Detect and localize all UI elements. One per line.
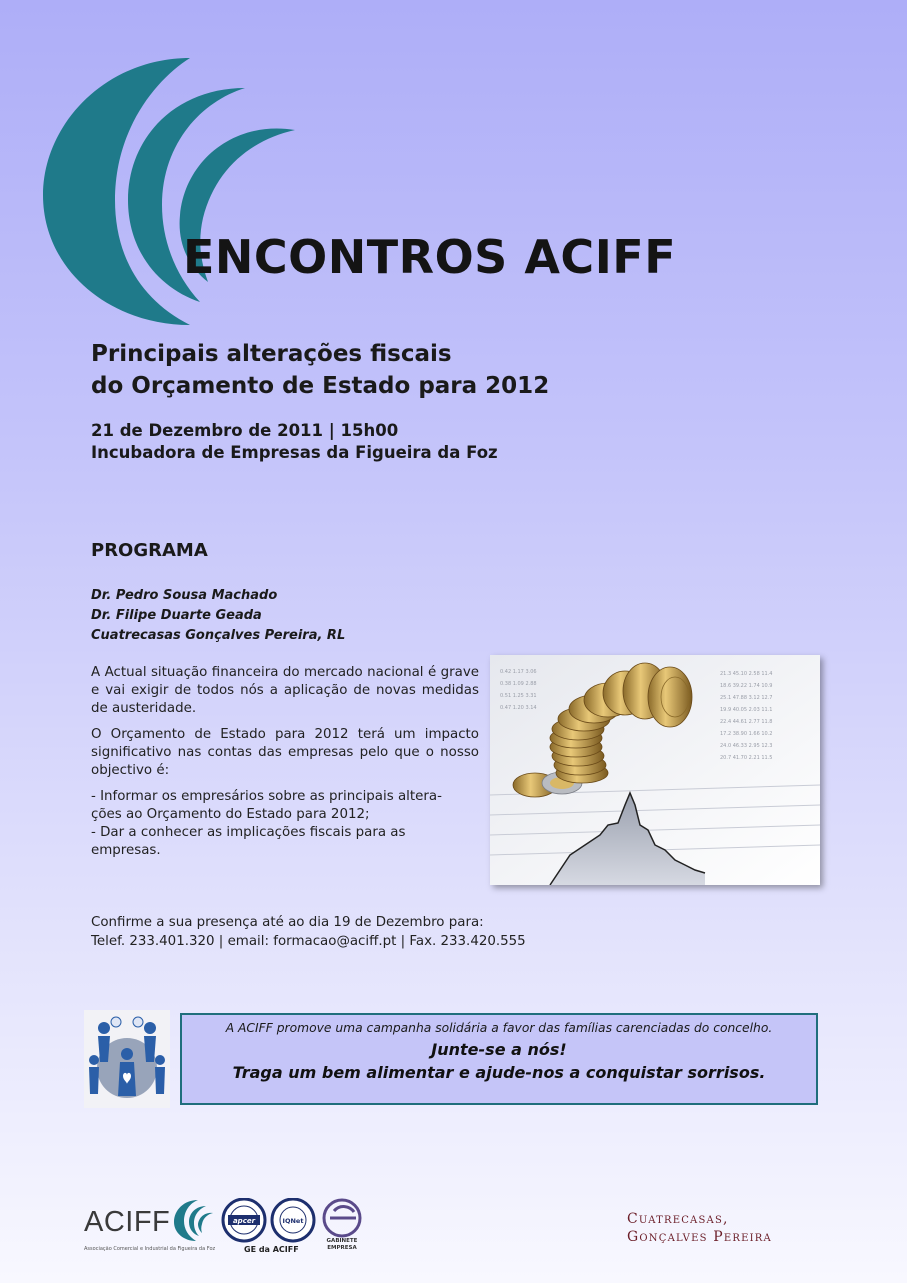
coins-chart-photo [490,655,820,885]
objectives-list [91,788,479,860]
rsvp-block [91,913,526,951]
paragraph-impact: O Orçamento de Estado para 2012 terá um impacto significativo nas contas das empresas pelo que o nosso objectivo é: [91,727,479,778]
charity-campaign-box [180,1013,818,1105]
paragraph-situation: A Actual situação financeira do mercado nacional é grave e vai exigir de todos nós a aplicação de novas medidas de austeridade. [91,665,479,716]
svg-text:24.0 46.33 2.95 12.3: 24.0 46.33 2.95 12.3 [720,743,773,749]
objective-line: empresas. [91,843,161,858]
certification-badges [220,1198,320,1258]
gabinete-label-line1: GABINETE [326,1238,358,1244]
charity-people-logo [84,1010,170,1108]
programa-heading: PROGRAMA [91,540,208,561]
objective-line: - Dar a conhecer as implicações fiscais para as [91,825,406,840]
event-title-line2: do Orçamento de Estado para 2012 [91,373,550,399]
aciff-swirl-mini-icon [172,1198,216,1242]
objective-line: - Informar os empresários sobre as principais altera- [91,789,442,804]
event-date-time: 21 de Dezembro de 2011 | 15h00 [91,421,399,440]
rsvp-deadline: Confirme a sua presença até ao dia 19 de Dezembro para: [91,915,484,930]
event-venue: Incubadora de Empresas da Figueira da Foz [91,443,498,462]
event-meta [91,420,498,464]
programa-body [91,664,479,860]
svg-text:apcer: apcer [232,1217,256,1225]
partner-logo [627,1210,772,1246]
aciff-swirl-logo [40,50,330,330]
svg-text:21.3 45.10 2.58 11.4: 21.3 45.10 2.58 11.4 [720,671,773,677]
gabinete-label [322,1238,362,1252]
event-title-line1: Principais alterações fiscais [91,341,452,367]
svg-text:0.42 1.17 3.06: 0.42 1.17 3.06 [500,669,537,675]
aciff-logo-text: ACIFF [84,1206,171,1238]
gabinete-empresa-logo [320,1198,366,1260]
gabinete-e-icon [320,1198,366,1238]
ge-label: GE da ACIFF [244,1245,299,1254]
svg-text:25.1 47.88 3.12 12.7: 25.1 47.88 3.12 12.7 [720,695,773,701]
svg-text:0.51 1.25 3.31: 0.51 1.25 3.31 [500,693,537,699]
aciff-logo [84,1196,224,1256]
svg-text:0.47 1.20 3.14: 0.47 1.20 3.14 [500,705,537,711]
svg-text:20.7 41.70 2.21 11.5: 20.7 41.70 2.21 11.5 [720,755,773,761]
speaker-item: Cuatrecasas Gonçalves Pereira, RL [91,628,346,643]
svg-text:22.4 44.61 2.77 11.8: 22.4 44.61 2.77 11.8 [720,719,773,725]
charity-call-to-action: Junte-se a nós! [431,1040,567,1059]
brand-title: ENCONTROS ACIFF [183,230,677,284]
svg-text:19.9 40.05 2.03 11.1: 19.9 40.05 2.03 11.1 [720,707,773,713]
partner-logo-line2: Gonçalves Pereira [627,1229,772,1245]
apcer-iqnet-seals-icon [220,1198,320,1244]
rsvp-contacts: Telef. 233.401.320 | email: formacao@aciff.pt | Fax. 233.420.555 [91,934,526,949]
aciff-logo-subtitle: Associação Comercial e Industrial da Figueira da Foz [84,1246,216,1252]
svg-text:0.38 1.09 2.88: 0.38 1.09 2.88 [500,681,537,687]
objective-line: ções ao Orçamento do Estado para 2012; [91,807,370,822]
speaker-item: Dr. Filipe Duarte Geada [91,608,262,623]
gabinete-label-line2: EMPRESA [327,1245,357,1251]
partner-logo-line1: Cuatrecasas, [627,1211,729,1227]
charity-intro: A ACIFF promove uma campanha solidária a favor das famílias carenciadas do concelho. [225,1021,773,1035]
charity-request: Traga um bem alimentar e ajude-nos a conquistar sorrisos. [232,1063,766,1082]
svg-text:17.2 38.90 1.66 10.2: 17.2 38.90 1.66 10.2 [720,731,773,737]
svg-text:18.6 39.22 1.74 10.9: 18.6 39.22 1.74 10.9 [720,683,773,689]
speaker-item: Dr. Pedro Sousa Machado [91,588,278,603]
svg-text:IQNet: IQNet [282,1217,304,1225]
speaker-list [91,586,345,646]
event-title [91,338,549,402]
